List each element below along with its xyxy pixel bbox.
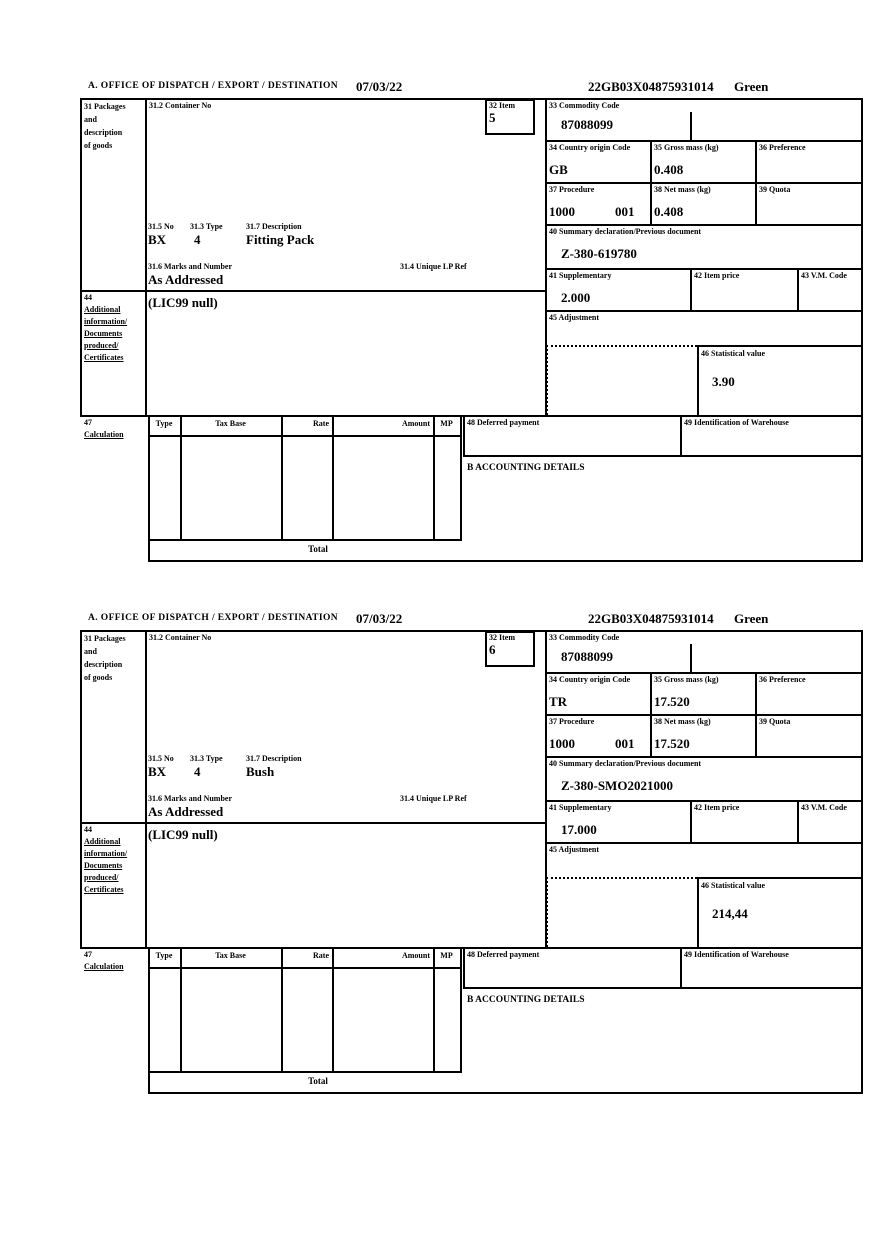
calc-col-amount: Amount — [401, 951, 430, 960]
border-line — [463, 455, 863, 457]
border-line — [148, 539, 462, 541]
preference-label: 36 Preference — [759, 675, 806, 684]
dotted-border-line — [546, 345, 697, 347]
calc-col-rate: Rate — [313, 419, 329, 428]
border-line — [545, 714, 863, 716]
gross-mass-value: 0.408 — [654, 162, 684, 177]
country-origin-label: 34 Country origin Code — [549, 675, 631, 684]
border-line — [650, 140, 652, 224]
box31-label-line: and — [84, 115, 97, 124]
box47-number-label: 47 — [84, 950, 92, 959]
border-line — [861, 98, 863, 562]
package-no-label: 31.5 No — [148, 754, 174, 763]
marks-and-number-value: As Addressed — [148, 804, 224, 819]
commodity-code-label: 33 Commodity Code — [549, 101, 620, 110]
routing-status-value: Green — [734, 611, 769, 626]
calc-col-mp: MP — [440, 951, 453, 960]
border-line — [545, 182, 863, 184]
item-price-label: 42 Item price — [694, 271, 740, 280]
quota-label: 39 Quota — [759, 717, 791, 726]
goods-description-value: Fitting Pack — [246, 232, 315, 247]
border-line — [545, 800, 863, 802]
border-line — [145, 98, 147, 417]
net-mass-label: 38 Net mass (kg) — [654, 717, 711, 726]
marks-and-number-label: 31.6 Marks and Number — [148, 794, 233, 803]
border-line — [180, 947, 182, 1071]
country-origin-value: GB — [549, 162, 568, 177]
vm-code-label: 43 V.M. Code — [801, 271, 847, 280]
office-of-dispatch-label: A. OFFICE OF DISPATCH / EXPORT / DESTINATION — [88, 613, 339, 623]
additional-information-value: (LIC99 null) — [148, 295, 218, 310]
box44-label-line: information/ — [84, 849, 128, 858]
net-mass-label: 38 Net mass (kg) — [654, 185, 711, 194]
previous-document-label: 40 Summary declaration/Previous document — [549, 759, 702, 768]
box31-label-line: 31 Packages — [84, 634, 126, 643]
border-line — [755, 672, 757, 756]
statistical-value-value: 214,44 — [712, 906, 748, 921]
vm-code-label: 43 V.M. Code — [801, 803, 847, 812]
border-line — [545, 842, 863, 844]
calc-col-tax-base: Tax Base — [215, 951, 246, 960]
warehouse-id-label: 49 Identification of Warehouse — [684, 418, 789, 427]
calc-col-mp: MP — [440, 419, 453, 428]
box44-number-label: 44 — [84, 293, 92, 302]
border-line — [797, 800, 799, 842]
mrn-value: 22GB03X04875931014 — [588, 79, 714, 94]
border-line — [148, 435, 462, 437]
supplementary-value: 17.000 — [561, 822, 597, 837]
office-of-dispatch-label: A. OFFICE OF DISPATCH / EXPORT / DESTINATION — [88, 81, 339, 91]
gross-mass-label: 35 Gross mass (kg) — [654, 143, 719, 152]
declaration-item-section — [80, 610, 863, 1116]
preference-label: 36 Preference — [759, 143, 806, 152]
procedure-extension-value: 001 — [615, 204, 635, 219]
border-line — [545, 224, 863, 226]
country-origin-label: 34 Country origin Code — [549, 143, 631, 152]
border-line — [433, 947, 435, 1071]
box44-label-line: Additional — [84, 305, 121, 314]
border-line — [80, 947, 863, 949]
statistical-value-label: 46 Statistical value — [701, 881, 765, 890]
deferred-payment-label: 48 Deferred payment — [467, 950, 540, 959]
border-line — [433, 415, 435, 539]
border-line — [80, 630, 82, 949]
commodity-code-divider-line — [690, 644, 692, 672]
package-type-label: 31.3 Type — [190, 222, 223, 231]
supplementary-label: 41 Supplementary — [549, 271, 612, 280]
statistical-value-label: 46 Statistical value — [701, 349, 765, 358]
border-line — [80, 415, 863, 417]
accounting-details-label: B ACCOUNTING DETAILS — [467, 463, 585, 473]
previous-document-value: Z-380-SMO2021000 — [561, 778, 673, 793]
package-type-value: 4 — [194, 764, 201, 779]
border-line — [697, 877, 863, 879]
border-line — [148, 967, 462, 969]
total-label: Total — [308, 544, 328, 554]
deferred-payment-label: 48 Deferred payment — [467, 418, 540, 427]
previous-document-label: 40 Summary declaration/Previous document — [549, 227, 702, 236]
dotted-border-line — [546, 877, 697, 879]
package-no-value: BX — [148, 764, 167, 779]
procedure-value: 1000 — [549, 736, 575, 751]
calc-col-amount: Amount — [401, 419, 430, 428]
adjustment-label: 45 Adjustment — [549, 313, 600, 322]
net-mass-value: 0.408 — [654, 204, 684, 219]
package-no-label: 31.5 No — [148, 222, 174, 231]
border-line — [281, 415, 283, 539]
supplementary-label: 41 Supplementary — [549, 803, 612, 812]
goods-description-value: Bush — [246, 764, 275, 779]
box44-label-line: produced/ — [84, 873, 119, 882]
calc-col-type: Type — [155, 419, 173, 428]
border-line — [80, 290, 546, 292]
commodity-code-label: 33 Commodity Code — [549, 633, 620, 642]
total-label: Total — [308, 1076, 328, 1086]
gross-mass-value: 17.520 — [654, 694, 690, 709]
container-no-label: 31.2 Container No — [149, 101, 212, 110]
dotted-border-line — [546, 877, 548, 947]
border-line — [545, 310, 863, 312]
goods-description-label: 31.7 Description — [246, 222, 302, 231]
item-number-value: 5 — [489, 110, 496, 125]
border-line — [690, 800, 692, 842]
box44-label-line: Documents — [84, 861, 123, 870]
item-number-value: 6 — [489, 642, 496, 657]
border-line — [460, 947, 462, 1071]
border-line — [680, 415, 682, 455]
border-line — [545, 140, 863, 142]
commodity-code-value: 87088099 — [561, 649, 613, 664]
goods-description-label: 31.7 Description — [246, 754, 302, 763]
statistical-value-value: 3.90 — [712, 374, 735, 389]
box31-label-line: 31 Packages — [84, 102, 126, 111]
procedure-label: 37 Procedure — [549, 717, 595, 726]
border-line — [332, 415, 334, 539]
container-no-label: 31.2 Container No — [149, 633, 212, 642]
border-line — [463, 987, 863, 989]
procedure-label: 37 Procedure — [549, 185, 595, 194]
box44-label-line: produced/ — [84, 341, 119, 350]
package-type-value: 4 — [194, 232, 201, 247]
calc-col-type: Type — [155, 951, 173, 960]
border-line — [697, 345, 863, 347]
border-line — [690, 268, 692, 310]
box31-label-line: of goods — [84, 141, 113, 150]
additional-information-value: (LIC99 null) — [148, 827, 218, 842]
border-line — [332, 947, 334, 1071]
box44-label-line: Certificates — [84, 353, 124, 362]
border-line — [148, 1092, 863, 1094]
accounting-details-label: B ACCOUNTING DETAILS — [467, 995, 585, 1005]
procedure-value: 1000 — [549, 204, 575, 219]
border-line — [80, 822, 546, 824]
commodity-code-divider-line — [690, 112, 692, 140]
border-line — [180, 415, 182, 539]
border-line — [545, 672, 863, 674]
border-line — [281, 947, 283, 1071]
border-line — [545, 756, 863, 758]
border-line — [680, 947, 682, 987]
box31-label-line: of goods — [84, 673, 113, 682]
package-type-label: 31.3 Type — [190, 754, 223, 763]
box44-number-label: 44 — [84, 825, 92, 834]
border-line — [797, 268, 799, 310]
marks-and-number-value: As Addressed — [148, 272, 224, 287]
box44-label-line: Additional — [84, 837, 121, 846]
box44-label-line: Certificates — [84, 885, 124, 894]
commodity-code-value: 87088099 — [561, 117, 613, 132]
border-line — [148, 560, 863, 562]
adjustment-label: 45 Adjustment — [549, 845, 600, 854]
item-label: 32 Item — [489, 633, 515, 642]
box47-word-label: Calculation — [84, 430, 124, 439]
box47-number-label: 47 — [84, 418, 92, 427]
calc-col-rate: Rate — [313, 951, 329, 960]
item-price-label: 42 Item price — [694, 803, 740, 812]
routing-status-value: Green — [734, 79, 769, 94]
border-line — [80, 630, 863, 632]
border-line — [697, 345, 699, 415]
border-line — [463, 415, 465, 455]
package-no-value: BX — [148, 232, 167, 247]
acceptance-date-value: 07/03/22 — [356, 611, 403, 626]
dotted-border-line — [546, 345, 548, 415]
box47-word-label: Calculation — [84, 962, 124, 971]
net-mass-value: 17.520 — [654, 736, 690, 751]
country-origin-value: TR — [549, 694, 568, 709]
declaration-item-section — [80, 78, 863, 584]
border-line — [80, 98, 82, 417]
item-label: 32 Item — [489, 101, 515, 110]
mrn-value: 22GB03X04875931014 — [588, 611, 714, 626]
box31-label-line: and — [84, 647, 97, 656]
border-line — [755, 140, 757, 224]
border-line — [148, 1071, 462, 1073]
calc-col-tax-base: Tax Base — [215, 419, 246, 428]
border-line — [145, 630, 147, 949]
box31-label-line: description — [84, 660, 123, 669]
marks-and-number-label: 31.6 Marks and Number — [148, 262, 233, 271]
procedure-extension-value: 001 — [615, 736, 635, 751]
border-line — [545, 268, 863, 270]
border-line — [463, 947, 465, 987]
box44-label-line: information/ — [84, 317, 128, 326]
warehouse-id-label: 49 Identification of Warehouse — [684, 950, 789, 959]
previous-document-value: Z-380-619780 — [561, 246, 637, 261]
supplementary-value: 2.000 — [561, 290, 591, 305]
gross-mass-label: 35 Gross mass (kg) — [654, 675, 719, 684]
acceptance-date-value: 07/03/22 — [356, 79, 403, 94]
quota-label: 39 Quota — [759, 185, 791, 194]
border-line — [697, 877, 699, 947]
unique-lp-ref-label: 31.4 Unique LP Ref — [400, 794, 467, 803]
border-line — [460, 415, 462, 539]
border-line — [80, 98, 863, 100]
unique-lp-ref-label: 31.4 Unique LP Ref — [400, 262, 467, 271]
box44-label-line: Documents — [84, 329, 123, 338]
border-line — [861, 630, 863, 1094]
border-line — [650, 672, 652, 756]
box31-label-line: description — [84, 128, 123, 137]
